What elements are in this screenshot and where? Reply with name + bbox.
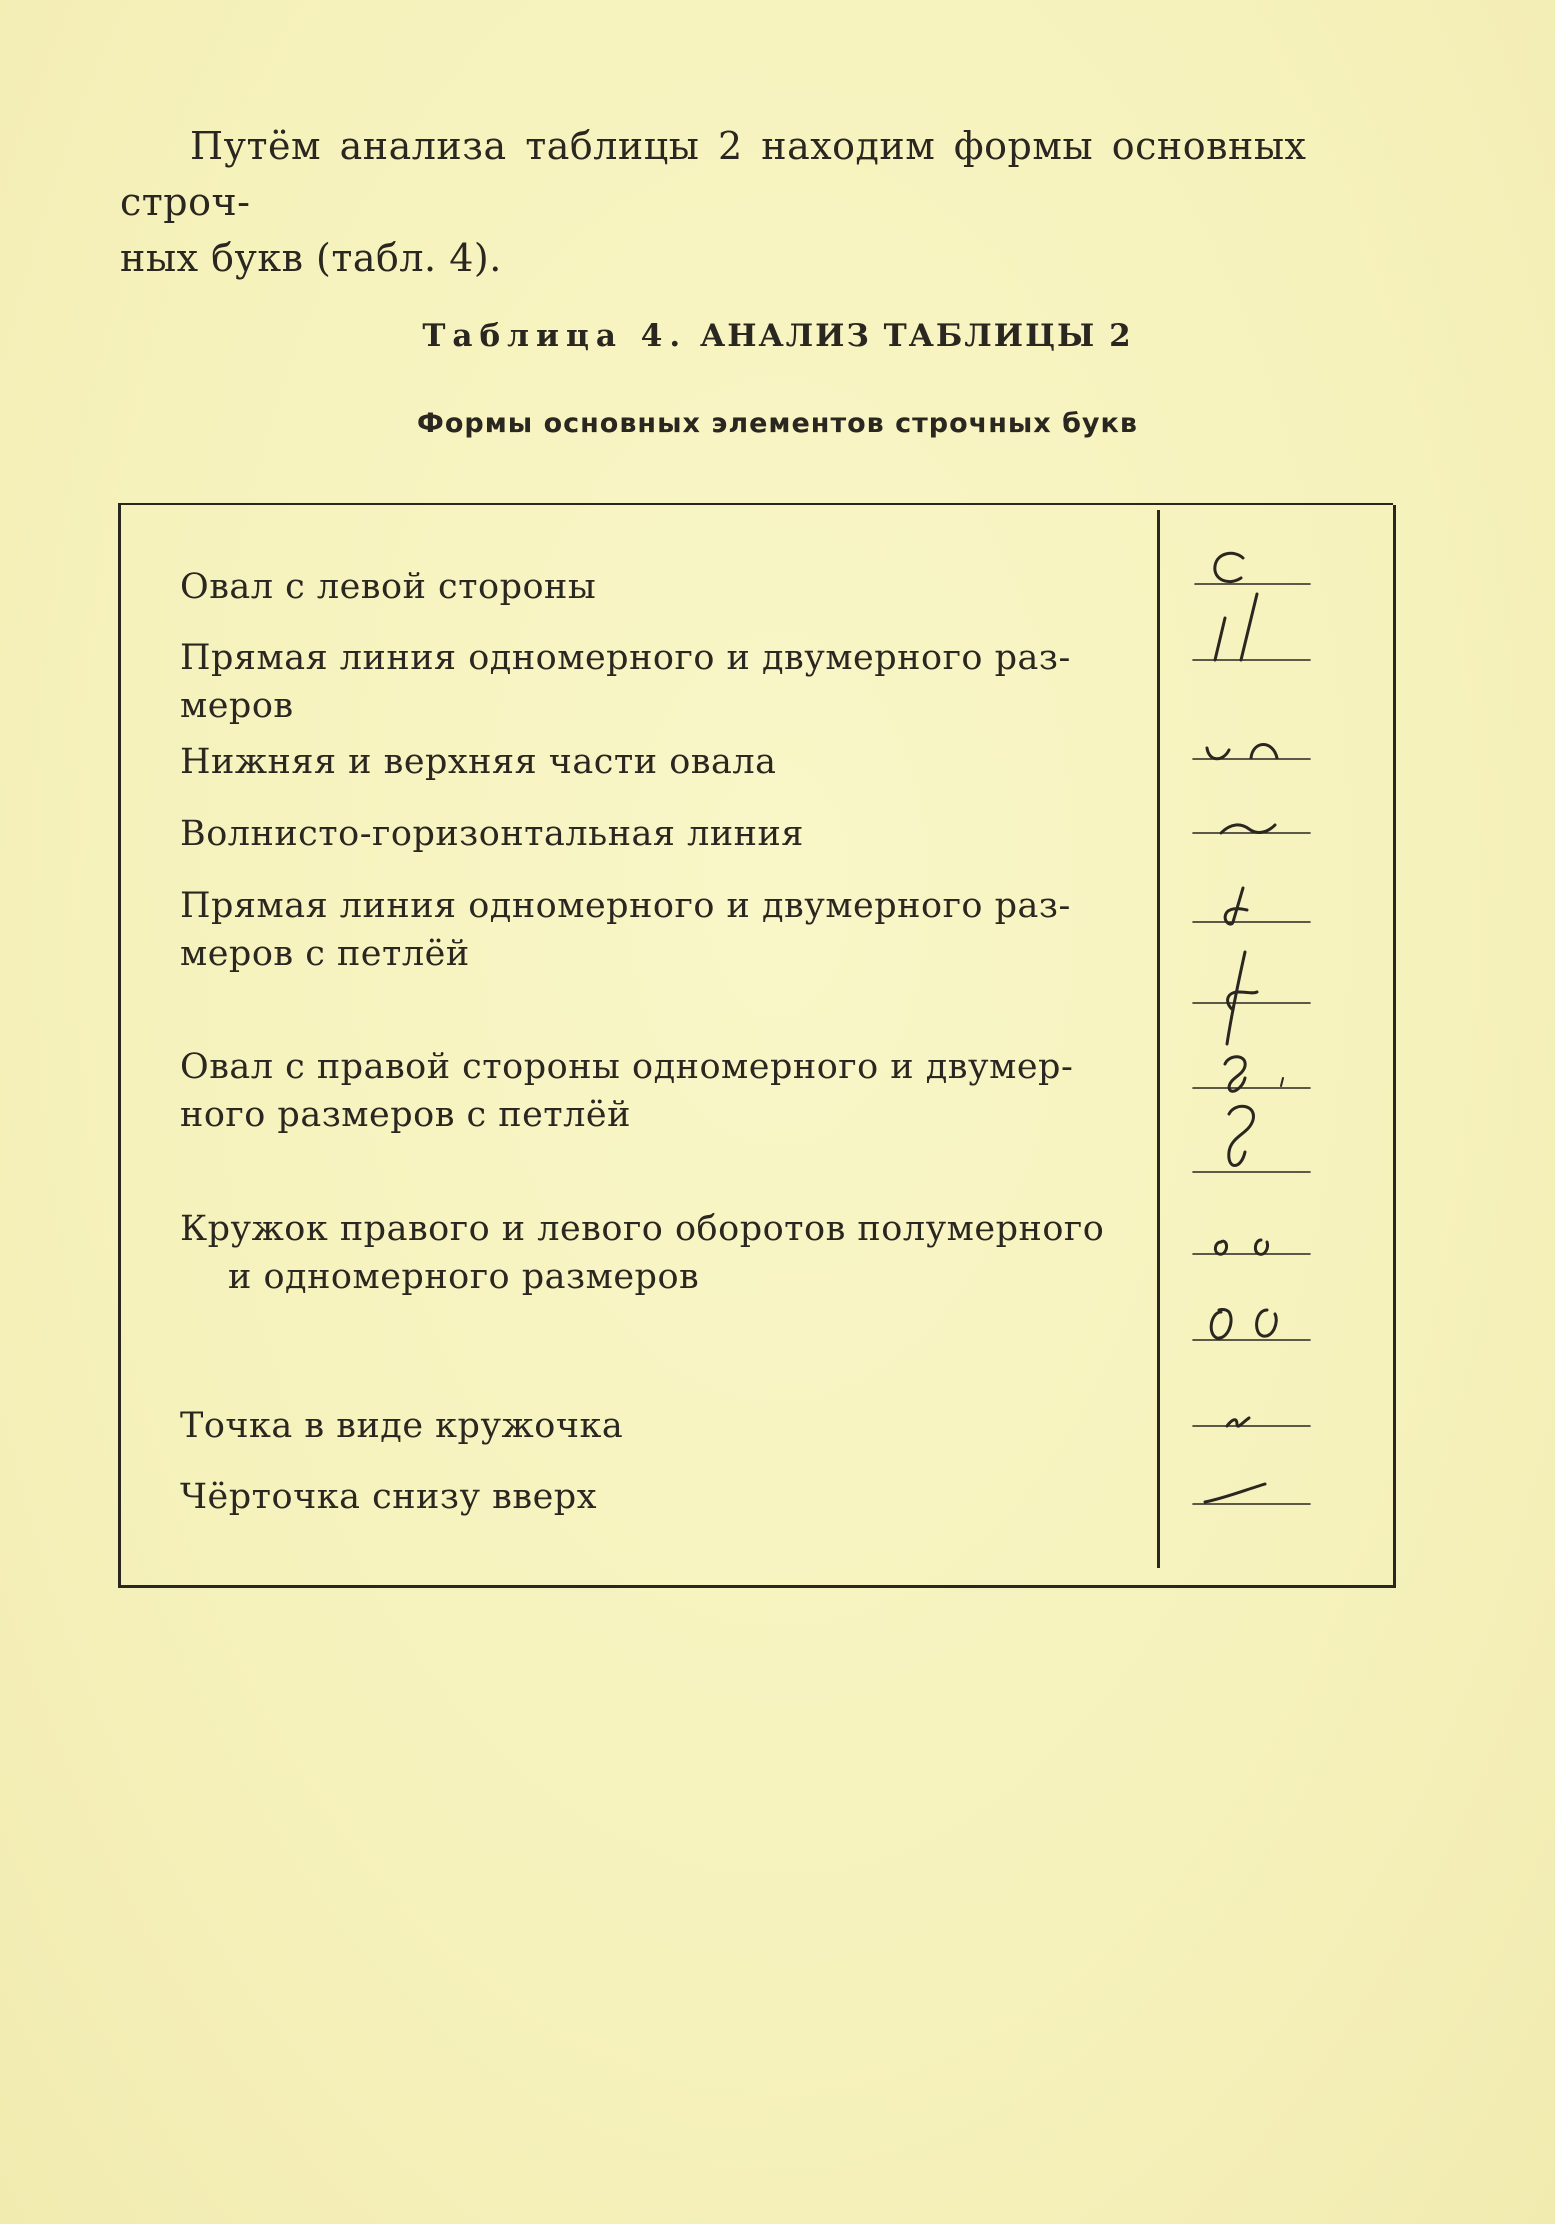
row-line: ного размеров с петлёй [180, 1095, 631, 1135]
table-row-text [180, 1402, 1150, 1450]
row-line: Овал с правой стороны одномерного и двумер- [180, 1047, 1074, 1087]
upstroke-glyph-icon [1185, 1480, 1315, 1510]
loop-line-short-glyph-icon [1185, 880, 1315, 930]
intro-paragraph [120, 118, 1400, 286]
intro-line-2: ных букв (табл. 4). [120, 236, 502, 280]
table-title-main: АНАЛИЗ ТАБЛИЦЫ 2 [699, 318, 1133, 354]
table-row-text [180, 1473, 1150, 1521]
row-line: Кружок правого и левого оборотов полумерного [180, 1209, 1105, 1249]
row-line: Прямая линия одномерного и двумерного раз- [180, 886, 1071, 926]
small-circles-glyph-icon [1185, 1228, 1315, 1264]
row-line: Точка в виде кружочка [180, 1406, 624, 1446]
row-line: Волнисто-горизонтальная линия [180, 814, 804, 854]
table-title-label: Таблица 4. [422, 318, 688, 354]
table-row-text [180, 738, 1150, 786]
large-circles-glyph-icon [1185, 1300, 1315, 1350]
row-line: Прямая линия одномерного и двумерного раз- [180, 638, 1071, 678]
table-row-text [180, 563, 1150, 611]
table-subtitle: Формы основных элементов строчных букв [417, 408, 1138, 439]
right-oval-loop-short-glyph-icon [1185, 1048, 1315, 1098]
table-row-text [180, 1043, 1150, 1139]
dot-circle-glyph-icon [1185, 1408, 1315, 1438]
wavy-line-glyph-icon [1185, 815, 1315, 845]
table-row-text [180, 810, 1150, 858]
row-line: Нижняя и верхняя части овала [180, 742, 777, 782]
oval-left-glyph-icon [1185, 548, 1315, 590]
row-line: меров [180, 686, 294, 726]
straight-lines-glyph-icon [1185, 590, 1315, 670]
right-oval-loop-long-glyph-icon [1185, 1100, 1315, 1180]
row-line: Овал с левой стороны [180, 567, 597, 607]
table-row-text [180, 1205, 1150, 1301]
loop-line-long-glyph-icon [1185, 948, 1315, 1048]
row-line: Чёрточка снизу вверх [180, 1477, 597, 1517]
oval-parts-glyph-icon [1185, 730, 1315, 770]
table-row-text [180, 634, 1150, 730]
row-line: и одномерного размеров [228, 1257, 700, 1297]
row-line: меров с петлёй [180, 934, 470, 974]
table-title [0, 318, 1555, 354]
table-column-divider [1157, 510, 1160, 1568]
table-row-text [180, 882, 1150, 978]
intro-line-1: Путём анализа таблицы 2 находим формы основных строч- [120, 124, 1307, 224]
